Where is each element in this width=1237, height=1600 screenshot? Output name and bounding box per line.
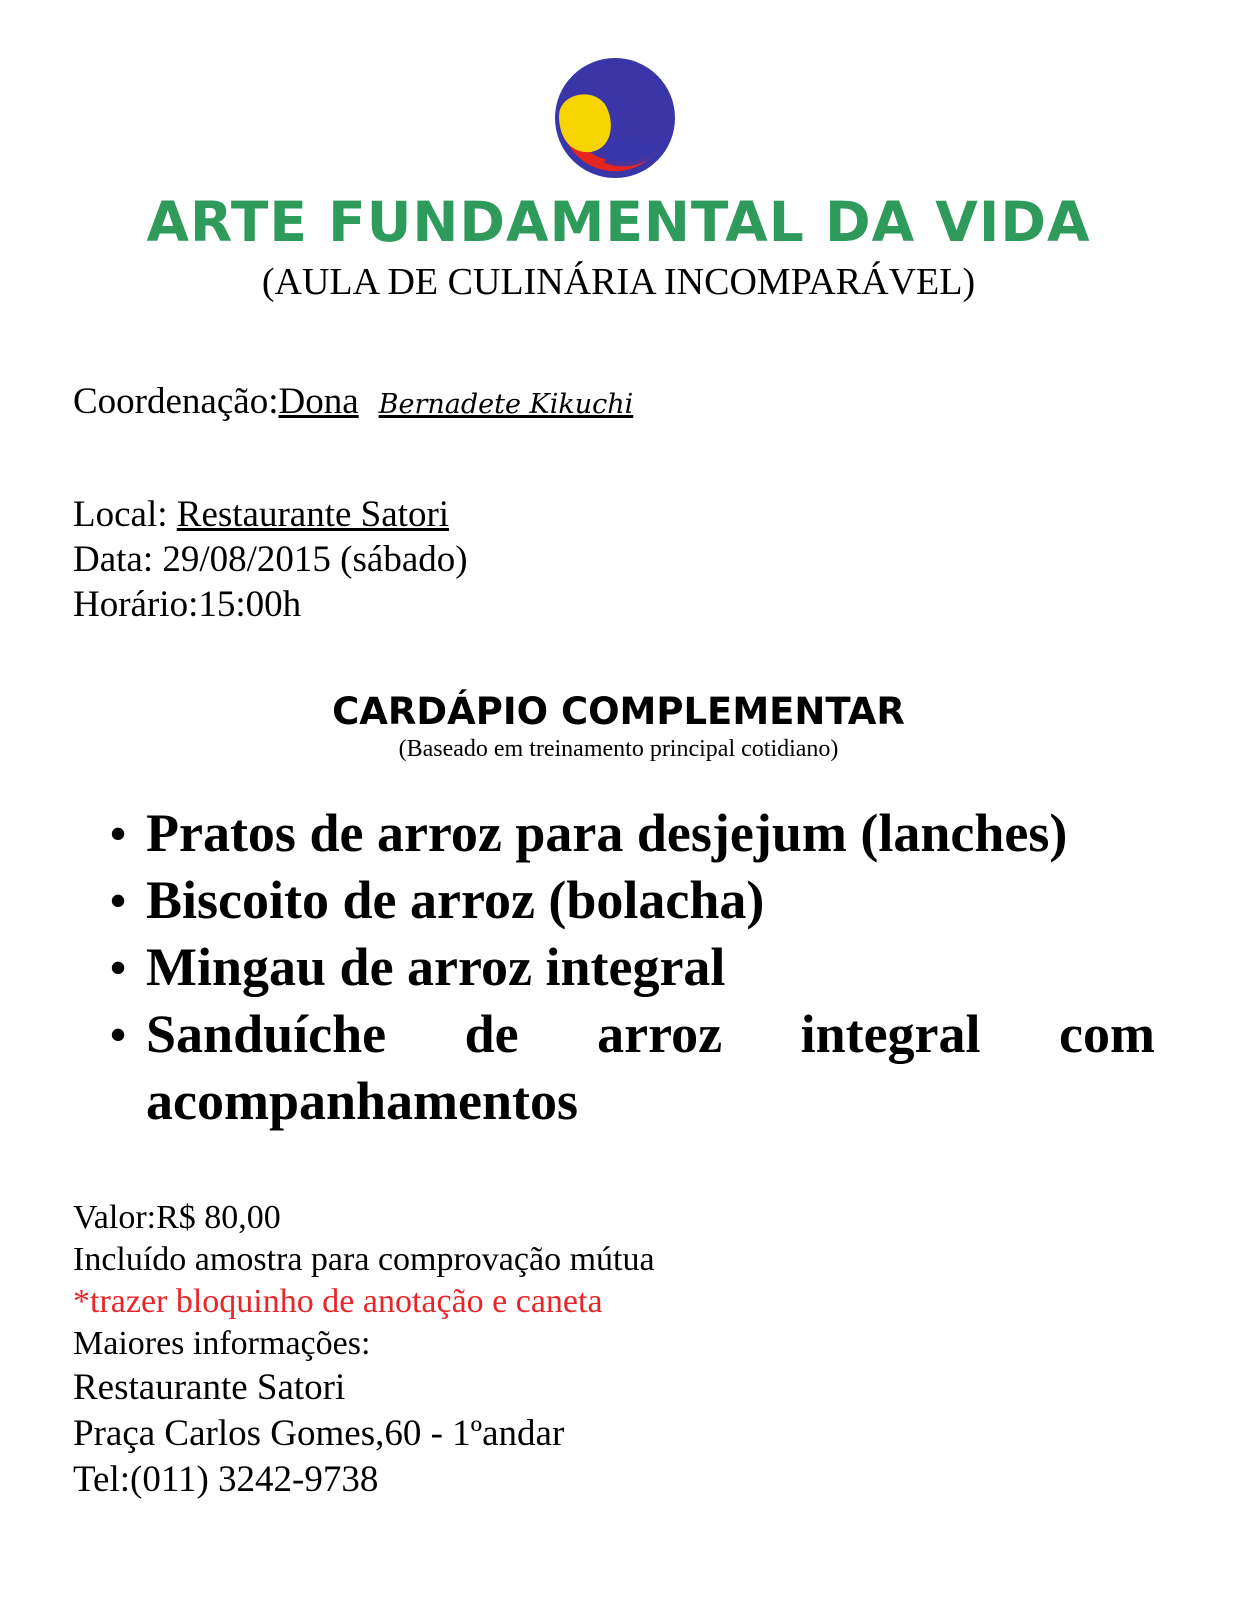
note-line: *trazer bloquinho de anotação e caneta — [73, 1283, 603, 1320]
list-item: • Sanduíche de arroz integral com acompanhamentos — [110, 1001, 1155, 1135]
page-subtitle: (AULA DE CULINÁRIA INCOMPARÁVEL) — [261, 261, 976, 303]
menu-subtitle: (Baseado em treinamento principal cotidiano) — [398, 736, 839, 762]
coordination-prefix: Dona — [278, 381, 359, 422]
address-line: Praça Carlos Gomes,60 - 1ºandar — [73, 1413, 565, 1454]
date-line: Data: 29/08/2015 (sábado) — [73, 539, 468, 580]
coordination-label: Coordenação: — [73, 381, 279, 422]
location-line — [73, 493, 449, 537]
menu-list — [110, 800, 1155, 1135]
list-item: • Biscoito de arroz (bolacha) — [110, 867, 1155, 934]
location-label: Local: — [73, 494, 177, 535]
place-line: Restaurante Satori — [73, 1367, 346, 1408]
swirl-logo-icon — [553, 56, 677, 180]
page-title: ARTE FUNDAMENTAL DA VIDA — [146, 190, 1091, 254]
more-info-line: Maiores informações: — [73, 1325, 371, 1362]
phone-line: Tel:(011) 3242-9738 — [73, 1459, 379, 1500]
price-line: Valor:R$ 80,00 — [73, 1199, 281, 1236]
time-line: Horário:15:00h — [73, 584, 302, 625]
list-item: • Mingau de arroz integral — [110, 934, 1155, 1001]
coordination-line — [73, 380, 633, 427]
coordination-value — [278, 381, 633, 422]
location-value: Restaurante Satori — [176, 494, 450, 535]
menu-title: CARDÁPIO COMPLEMENTAR — [332, 690, 905, 733]
included-line: Incluído amostra para comprovação mútua — [73, 1241, 655, 1278]
list-item: • Pratos de arroz para desjejum (lanches) — [110, 800, 1155, 867]
coordinator-name: Bernadete Kikuchi — [378, 389, 634, 420]
